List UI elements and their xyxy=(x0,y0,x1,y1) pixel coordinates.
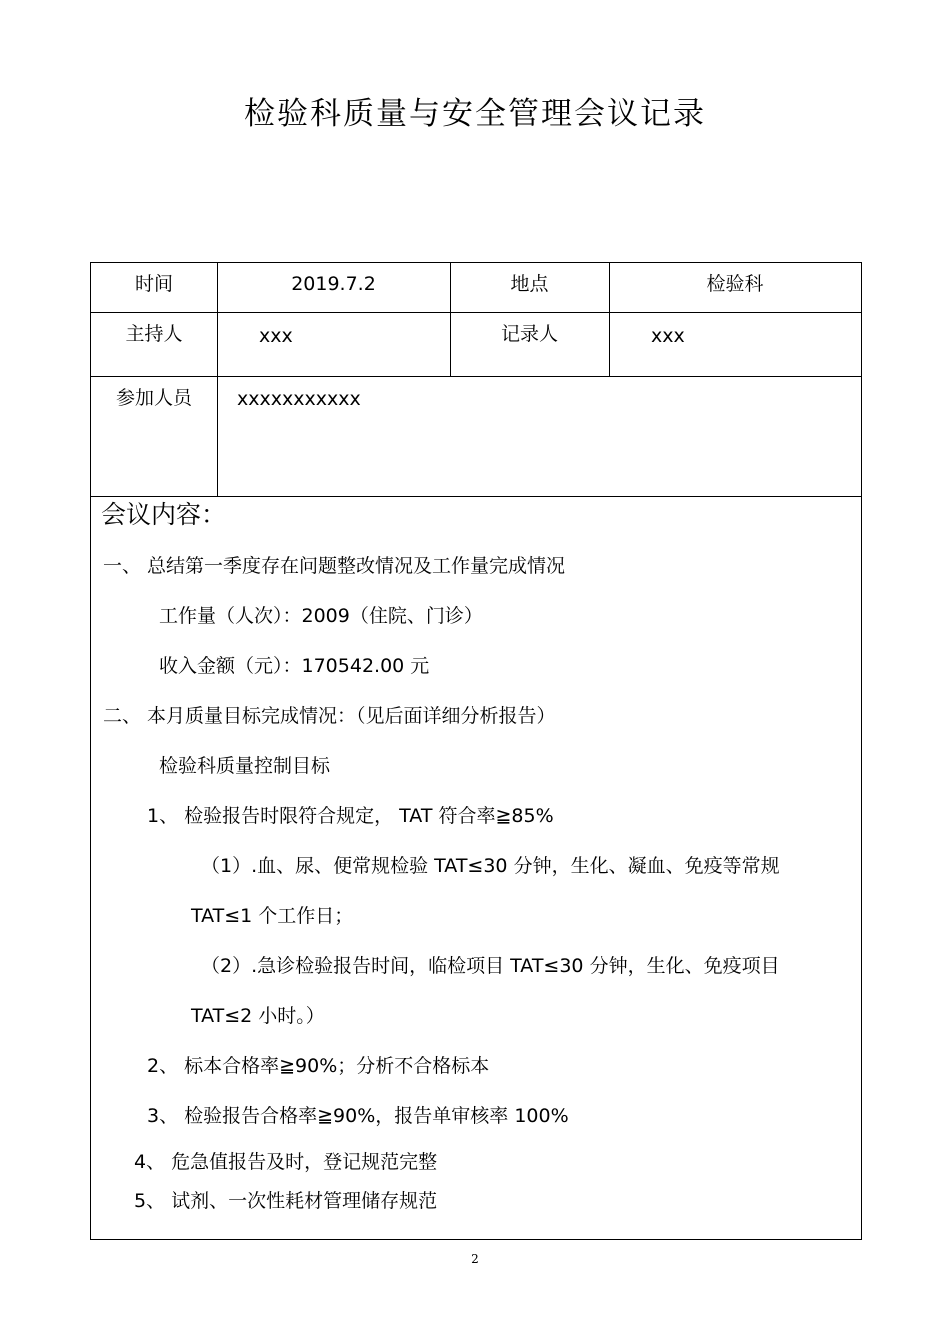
content-line-1: 一、 总结第一季度存在问题整改情况及工作量完成情况 xyxy=(103,555,566,577)
recorder-value: xxx xyxy=(651,325,685,347)
content-line-6: 1、 检验报告时限符合规定， TAT 符合率≧85% xyxy=(147,805,554,827)
time-label: 时间 xyxy=(134,273,173,295)
content-line-13: 4、 危急值报告及时，登记规范完整 xyxy=(134,1151,438,1173)
content-heading: 会议内容： xyxy=(101,500,227,529)
content-line-2: 工作量（人次）：2009（住院、门诊） xyxy=(159,605,483,627)
page-number: 2 xyxy=(471,1252,479,1266)
place-value: 检验科 xyxy=(706,273,764,295)
attendees-value: xxxxxxxxxxx xyxy=(237,388,361,410)
content-line-7: （1）.血、尿、便常规检验 TAT≤30 分钟，生化、凝血、免疫等常规 xyxy=(201,855,780,877)
row-divider-3 xyxy=(91,496,861,497)
host-value: xxx xyxy=(259,325,293,347)
row-divider-1 xyxy=(91,312,861,313)
document-title: 检验科质量与安全管理会议记录 xyxy=(244,96,706,132)
content-line-8: TAT≤1 个工作日； xyxy=(191,905,354,927)
col-divider-1 xyxy=(217,263,218,496)
content-line-10: TAT≤2 小时。） xyxy=(191,1005,325,1027)
place-label: 地点 xyxy=(510,273,549,295)
content-line-14: 5、 试剂、一次性耗材管理储存规范 xyxy=(134,1190,438,1212)
recorder-label: 记录人 xyxy=(500,323,558,345)
row-divider-2 xyxy=(91,376,861,377)
host-label: 主持人 xyxy=(125,323,183,345)
content-line-5: 检验科质量控制目标 xyxy=(159,755,331,777)
content-line-11: 2、 标本合格率≧90%；分析不合格标本 xyxy=(147,1055,490,1077)
content-line-3: 收入金额（元）：170542.00 元 xyxy=(159,655,430,677)
attendees-label: 参加人员 xyxy=(115,387,192,409)
time-value: 2019.7.2 xyxy=(291,273,376,295)
content-line-12: 3、 检验报告合格率≧90%，报告单审核率 100% xyxy=(147,1105,569,1127)
meeting-record-table xyxy=(90,262,862,1240)
content-line-4: 二、 本月质量目标完成情况：（见后面详细分析报告） xyxy=(103,705,556,727)
content-line-9: （2）.急诊检验报告时间，临检项目 TAT≤30 分钟，生化、免疫项目 xyxy=(201,955,780,977)
